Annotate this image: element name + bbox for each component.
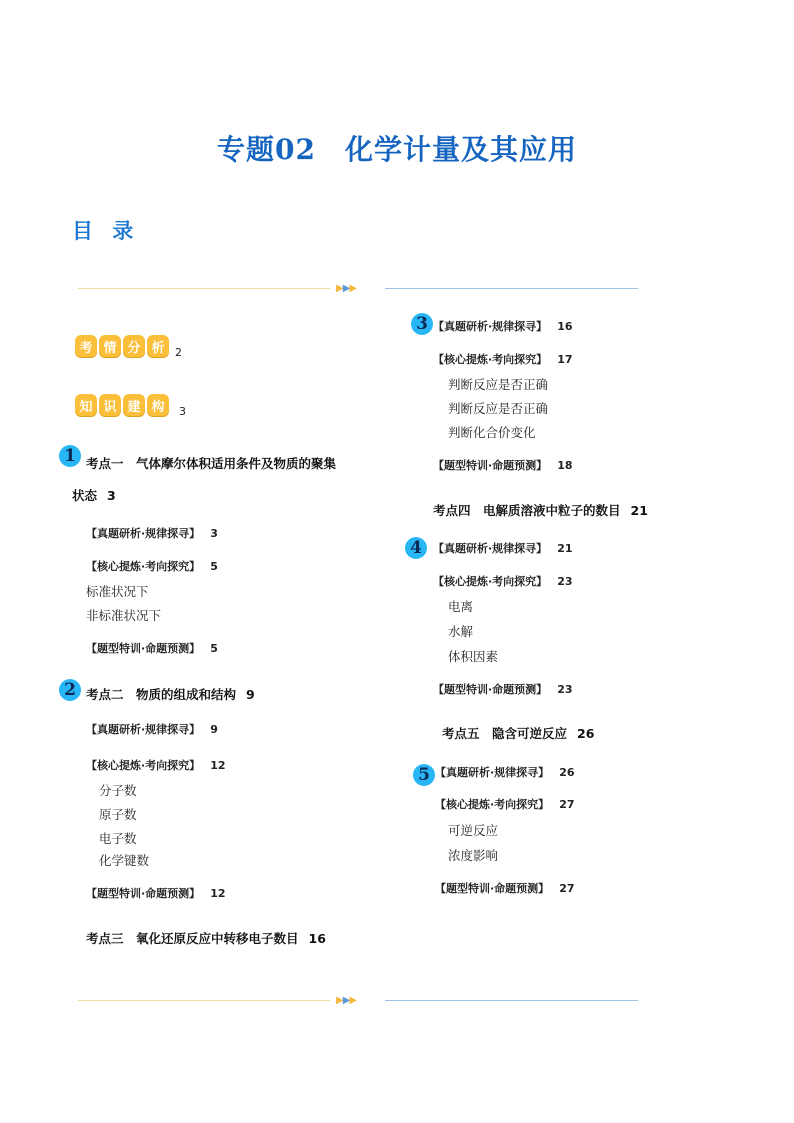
badge-exam-analysis[interactable] bbox=[75, 334, 182, 358]
toc-entry-kd1[interactable]: 考点一 气体摩尔体积适用条件及物质的聚集 bbox=[86, 456, 337, 471]
toc-heading: 目 录 bbox=[72, 219, 140, 243]
toc-section[interactable]: 【真题研析·规律探寻】 3 bbox=[86, 527, 218, 540]
toc-item[interactable]: 标准状况下 bbox=[86, 584, 149, 599]
badge-char: 分 bbox=[123, 335, 145, 357]
toc-item[interactable]: 判断反应是否正确 bbox=[448, 401, 549, 416]
toc-section[interactable]: 【真题研析·规律探寻】 21 bbox=[433, 542, 573, 555]
circle-number-1: 1 bbox=[59, 445, 81, 467]
badge-char: 建 bbox=[123, 394, 145, 416]
toc-item[interactable]: 判断反应是否正确 bbox=[448, 377, 549, 392]
toc-item[interactable]: 判断化合价变化 bbox=[448, 425, 536, 440]
circle-number-2: 2 bbox=[59, 679, 81, 701]
badge-char: 情 bbox=[99, 335, 121, 357]
toc-entry-kd2[interactable]: 考点二 物质的组成和结构 9 bbox=[86, 687, 255, 702]
circle-number-4: 4 bbox=[405, 537, 427, 559]
toc-item[interactable]: 水解 bbox=[448, 624, 474, 639]
toc-section[interactable]: 【核心提炼·考向探究】 17 bbox=[433, 353, 573, 366]
toc-item[interactable]: 非标准状况下 bbox=[86, 608, 162, 623]
page-number: 3 bbox=[107, 488, 116, 503]
divider-top bbox=[78, 281, 640, 297]
badge-char: 构 bbox=[147, 394, 169, 416]
toc-item[interactable]: 电离 bbox=[448, 599, 474, 614]
toc-item[interactable]: 浓度影响 bbox=[448, 848, 499, 863]
toc-section[interactable]: 【核心提炼·考向探究】 23 bbox=[433, 575, 573, 588]
toc-section[interactable]: 【题型特训·命题预测】 18 bbox=[433, 459, 573, 472]
toc-item[interactable]: 原子数 bbox=[99, 807, 137, 822]
badge-char: 识 bbox=[99, 394, 121, 416]
toc-section[interactable]: 【题型特训·命题预测】 23 bbox=[433, 683, 573, 696]
circle-number-5: 5 bbox=[413, 764, 435, 786]
toc-section[interactable]: 【题型特训·命题预测】 27 bbox=[435, 882, 575, 895]
toc-item[interactable]: 电子数 bbox=[99, 831, 137, 846]
badge-page-number: 3 bbox=[179, 404, 186, 418]
badge-char: 析 bbox=[147, 335, 169, 357]
circle-number-3: 3 bbox=[411, 313, 433, 335]
toc-entry-kd3[interactable]: 考点三 氧化还原反应中转移电子数目 16 bbox=[86, 931, 326, 946]
toc-item[interactable]: 可逆反应 bbox=[448, 823, 499, 838]
toc-entry-kd1-cont[interactable]: 状态 3 bbox=[72, 488, 116, 503]
toc-section[interactable]: 【题型特训·命题预测】 12 bbox=[86, 887, 226, 900]
badge-char: 知 bbox=[75, 394, 97, 416]
toc-item[interactable]: 化学键数 bbox=[99, 853, 150, 868]
toc-section[interactable]: 【真题研析·规律探寻】 9 bbox=[86, 723, 218, 736]
arrow-right-icon: ▶▶▶ bbox=[336, 995, 357, 1006]
toc-item[interactable]: 分子数 bbox=[99, 783, 137, 798]
toc-section[interactable]: 【核心提炼·考向探究】 27 bbox=[435, 798, 575, 811]
arrow-right-icon: ▶▶▶ bbox=[336, 283, 357, 294]
badge-page-number: 2 bbox=[175, 345, 182, 359]
toc-item[interactable]: 体积因素 bbox=[448, 649, 499, 664]
toc-section[interactable]: 【题型特训·命题预测】 5 bbox=[86, 642, 218, 655]
toc-section[interactable]: 【核心提炼·考向探究】 12 bbox=[86, 759, 226, 772]
toc-section[interactable]: 【核心提炼·考向探究】 5 bbox=[86, 560, 218, 573]
page-title: 专题02 化学计量及其应用 bbox=[217, 133, 577, 166]
toc-section[interactable]: 【真题研析·规律探寻】 16 bbox=[433, 320, 573, 333]
badge-char: 考 bbox=[75, 335, 97, 357]
badge-knowledge-structure[interactable] bbox=[75, 393, 186, 417]
toc-section[interactable]: 【真题研析·规律探寻】 26 bbox=[435, 766, 575, 779]
divider-bottom bbox=[78, 993, 640, 1009]
toc-entry-kd5[interactable]: 考点五 隐含可逆反应 26 bbox=[442, 726, 595, 741]
toc-entry-kd4[interactable]: 考点四 电解质溶液中粒子的数目 21 bbox=[433, 503, 648, 518]
